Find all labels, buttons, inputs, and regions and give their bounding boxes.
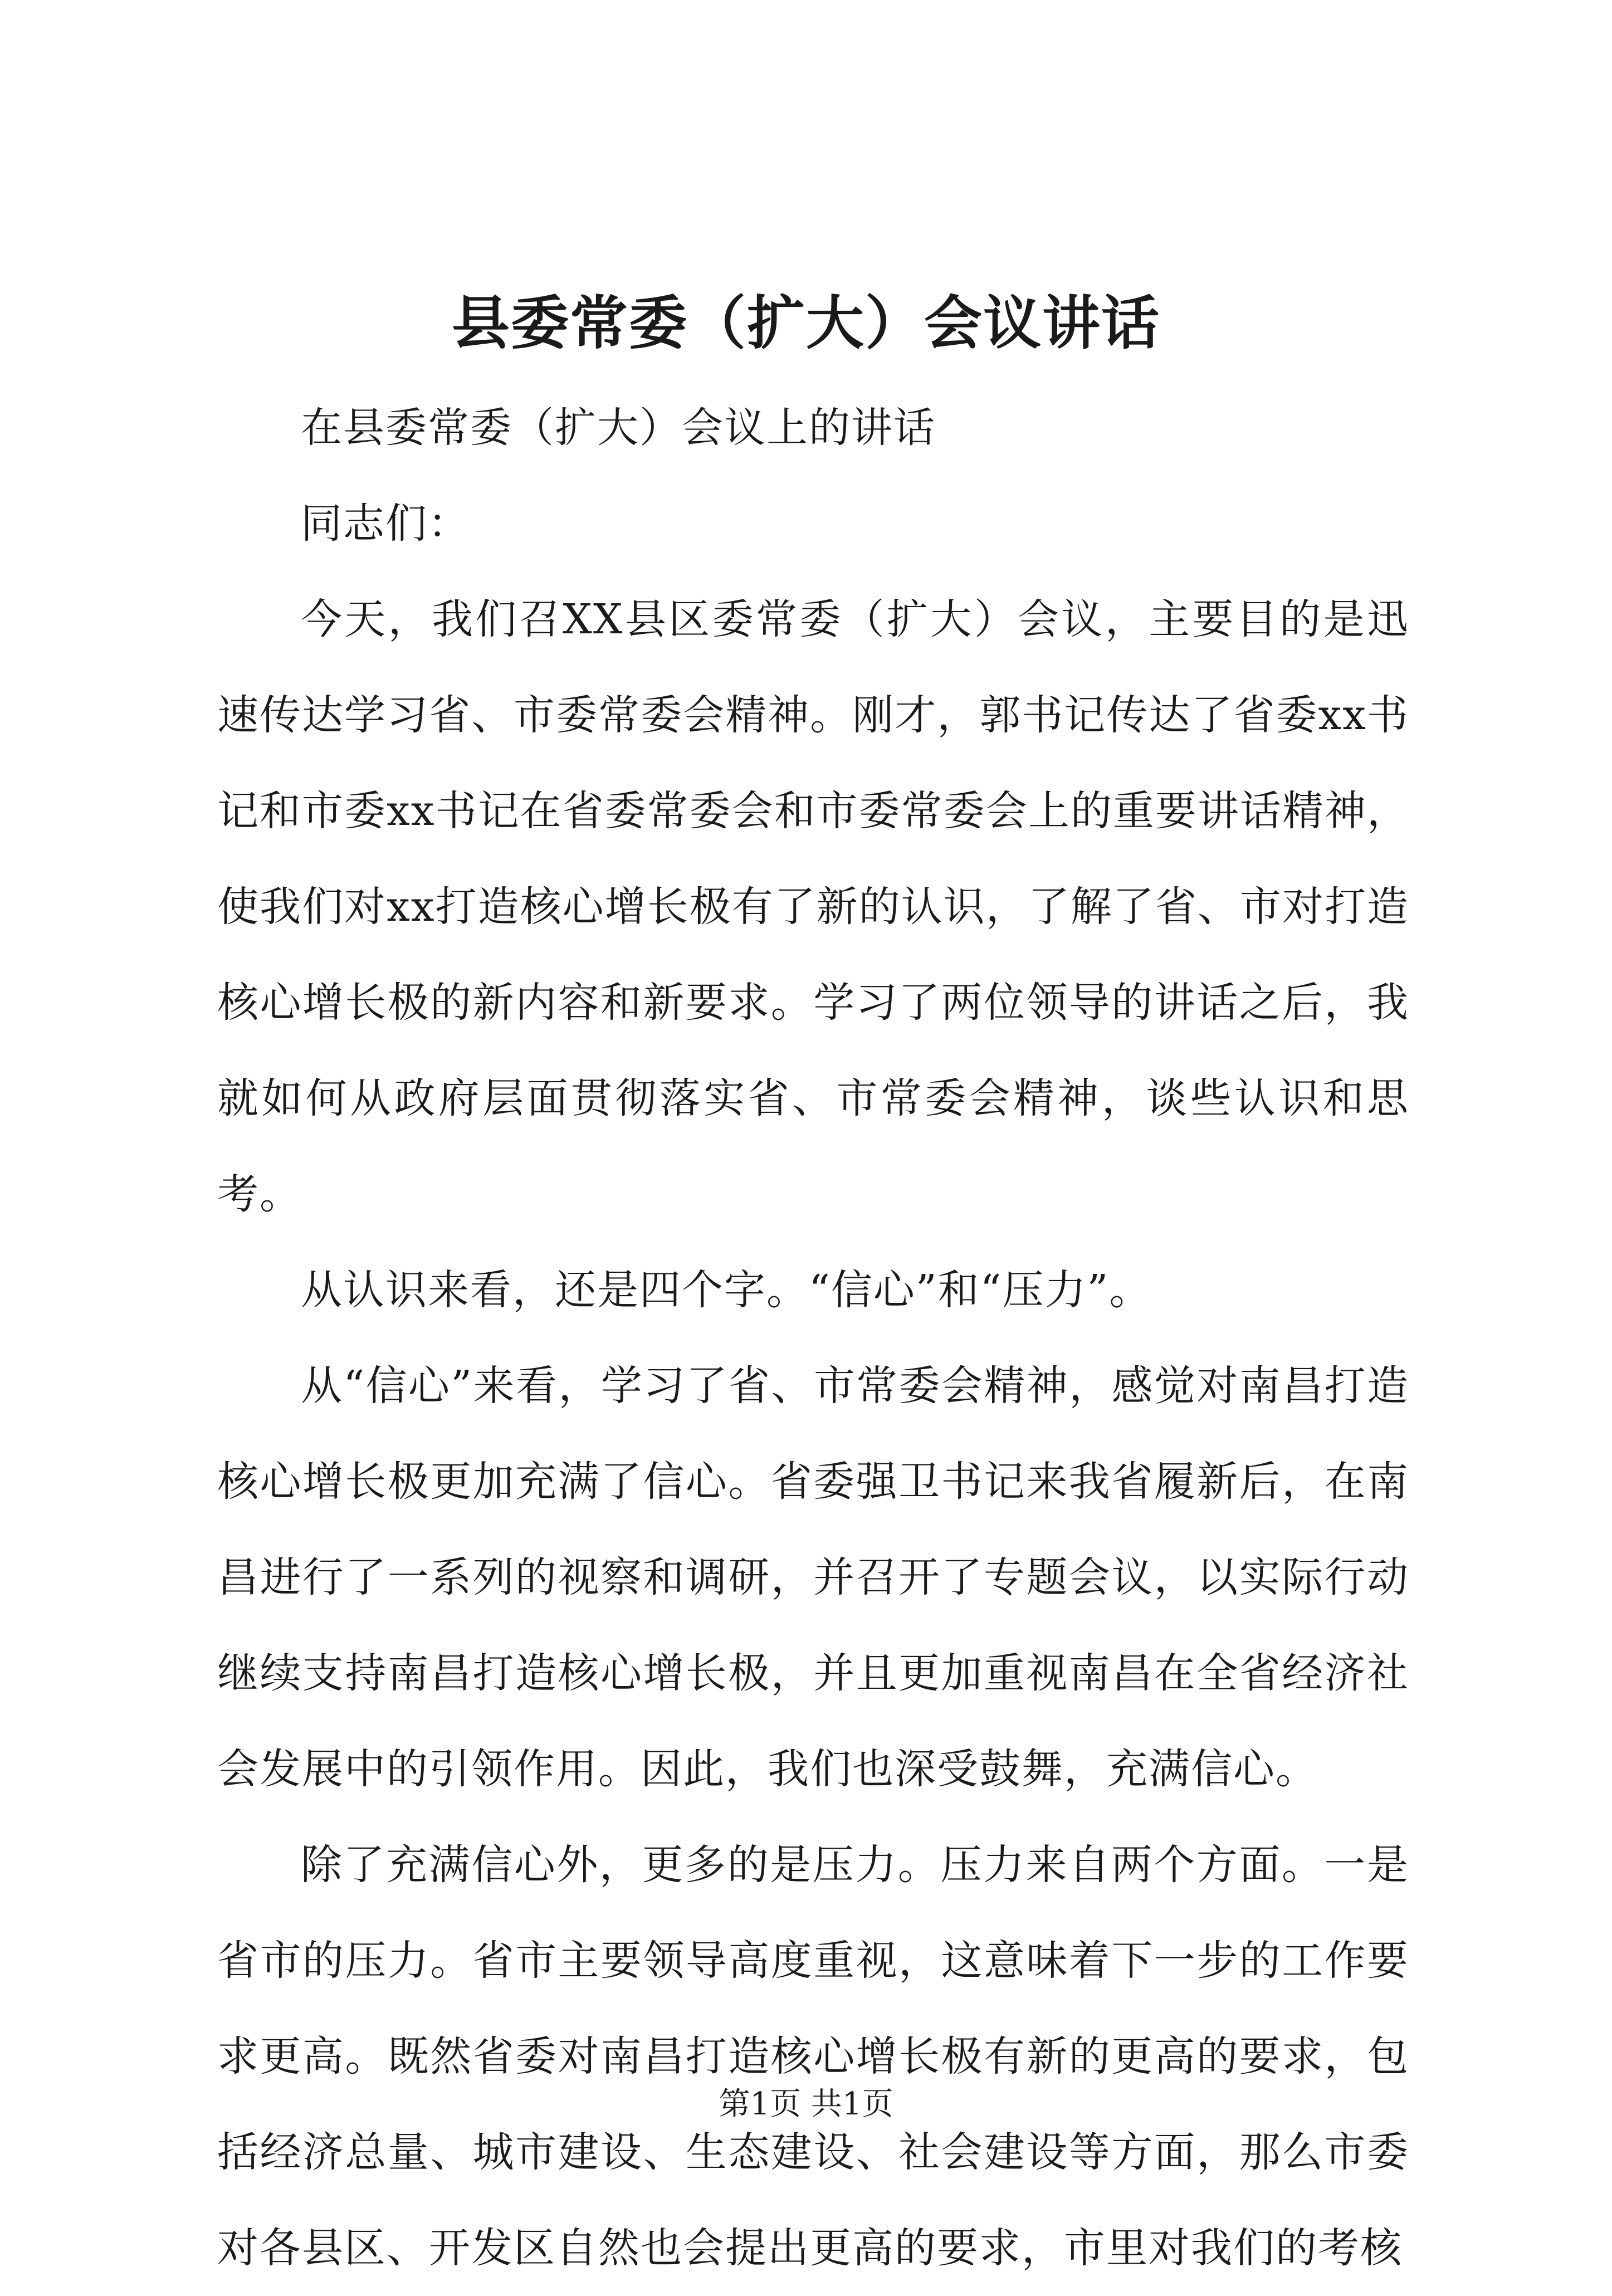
body-paragraph: 从认识来看，还是四个字。“信心”和“压力”。 bbox=[301, 1266, 1152, 1314]
page-footer: 第1页 共1页 bbox=[719, 2086, 893, 2122]
salutation: 同志们： bbox=[301, 500, 470, 548]
body-paragraph: 从“信心”来看，学习了省、市常委会精神，感觉对南昌打造核心增长极更加充满了信心。省委强卫书记来我省履新后，在南昌进行了一系列的视察和调研，并召开了专题会议，以实际行动继续支持南昌打造核心增长极，并且更加重视南昌在全省经济社会发展中的引领作用。因此，我们也深受鼓舞，充满信心。 bbox=[217, 1362, 1409, 1793]
body-paragraph: 除了充满信心外，更多的是压力。压力来自两个方面。一是省市的压力。省市主要领导高度重视，这意味着下一步的工作要求更高。既然省委对南昌打造核心增长极有新的更高的要求，包括经济总量、城市建设、生态建设、社会建设等方面，那么市委对各县区、开发区自然也会提出更高的要求，市里对我们的考核 bbox=[217, 1841, 1409, 2272]
body-paragraph: 今天，我们召XX县区委常委（扩大）会议，主要目的是迅速传达学习省、市委常委会精神。刚才，郭书记传达了省委xx书记和市委xx书记在省委常委会和市委常委会上的重要讲话精神，使我们对xx打造核心增长极有了新的认识，了解了省、市对打造核心增长极的新内容和新要求。学习了两位领导的讲话之后，我就如何从政府层面贯彻落实省、市常委会精神，谈些认识和思考。 bbox=[217, 595, 1409, 1218]
document-body bbox=[217, 380, 1409, 2296]
document-title: 县委常委（扩大）会议讲话 bbox=[451, 289, 1160, 357]
speech-subtitle: 在县委常委（扩大）会议上的讲话 bbox=[301, 404, 936, 452]
